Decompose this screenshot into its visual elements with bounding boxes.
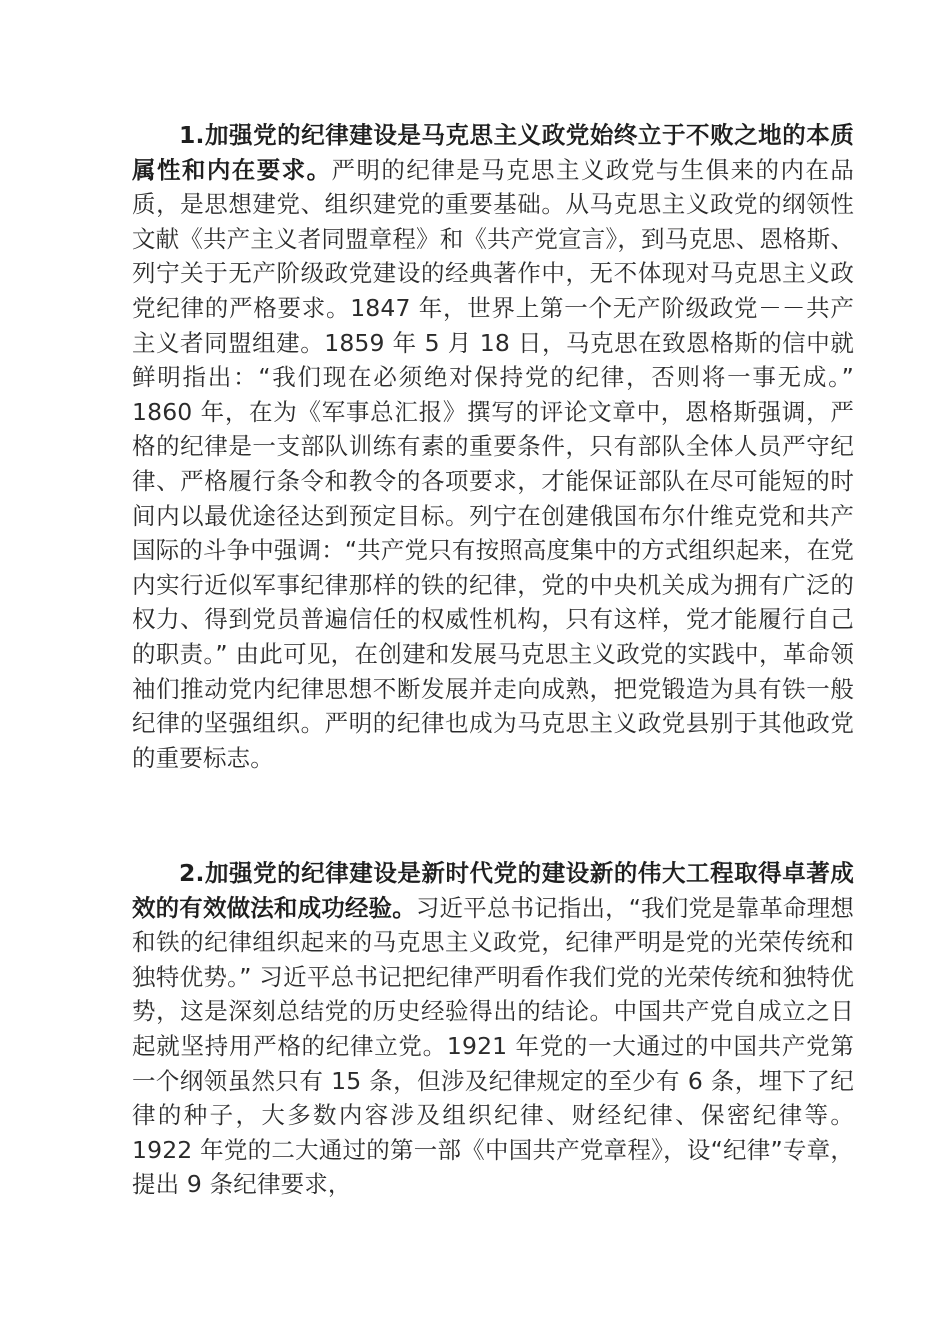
paragraph-1 [132,118,854,775]
paragraph-2-heading: 2.加强党的纪律建设是新时代党的建设新的伟大工程取得卓著成效的有效做法和成功经验。 [132,859,854,922]
paragraph-1-heading: 1.加强党的纪律建设是马克思主义政党始终立于不败之地的本质属性和内在要求。 [132,121,854,184]
paragraph-2 [132,856,854,1202]
paragraph-1-body: 严明的纪律是马克思主义政党与生俱来的内在品质，是思想建党、组织建党的重要基础。从马克思主义政党的纲领性文献《共产主义者同盟章程》和《共产党宣言》，到马克思、恩格斯、列宁关于无产阶级政党建设的经典著作中，无不体现对马克思主义政党纪律的严格要求。1847 年，世界上第一个无产阶级政党－－共产主义者同盟组建。1859 年 5 月 18 日，马克思在致恩格斯的信中就鲜明指出：“我们现在必须绝对保持党的纪律，否则将一事无成。” 1860 年，在为《军事总汇报》撰写的评论文章中，恩格斯强调，严格的纪律是一支部队训练有素的重要条件，只有部队全体人员严守纪律、严格履行条令和教令的各项要求，才能保证部队在尽可能短的时间内以最优途径达到预定目标。列宁在创建俄国布尔什维克党和共产国际的斗争中强调：“共产党只有按照高度集中的方式组织起来，在党内实行近似军事纪律那样的铁的纪律，党的中央机关成为拥有广泛的权力、得到党员普遍信任的权威性机构，只有这样，党才能履行自己的职责。” 由此可见，在创建和发展马克思主义政党的实践中，革命领袖们推动党内纪律思想不断发展并走向成熟，把党锻造为具有铁一般纪律的坚强组织。严明的纪律也成为马克思主义政党县别于其他政党的重要标志。 [132,155,854,772]
paragraph-2-body: 习近平总书记指出，“我们党是靠革命理想和铁的纪律组织起来的马克思主义政党，纪律严明是党的光荣传统和独特优势。” 习近平总书记把纪律严明看作我们党的光荣传统和独特优势，这是深刻总结党的历史经验得出的结论。中国共产党自成立之日起就坚持用严格的纪律立党。1921 年党的一大通过的中国共产党第一个纲领虽然只有 15 条，但涉及纪律规定的至少有 6 条，埋下了纪律的种子，大多数内容涉及组织纪律、财经纪律、保密纪律等。1922 年党的二大通过的第一部《中国共产党章程》，设“纪律”专章，提出 9 条纪律要求， [132,893,854,1199]
